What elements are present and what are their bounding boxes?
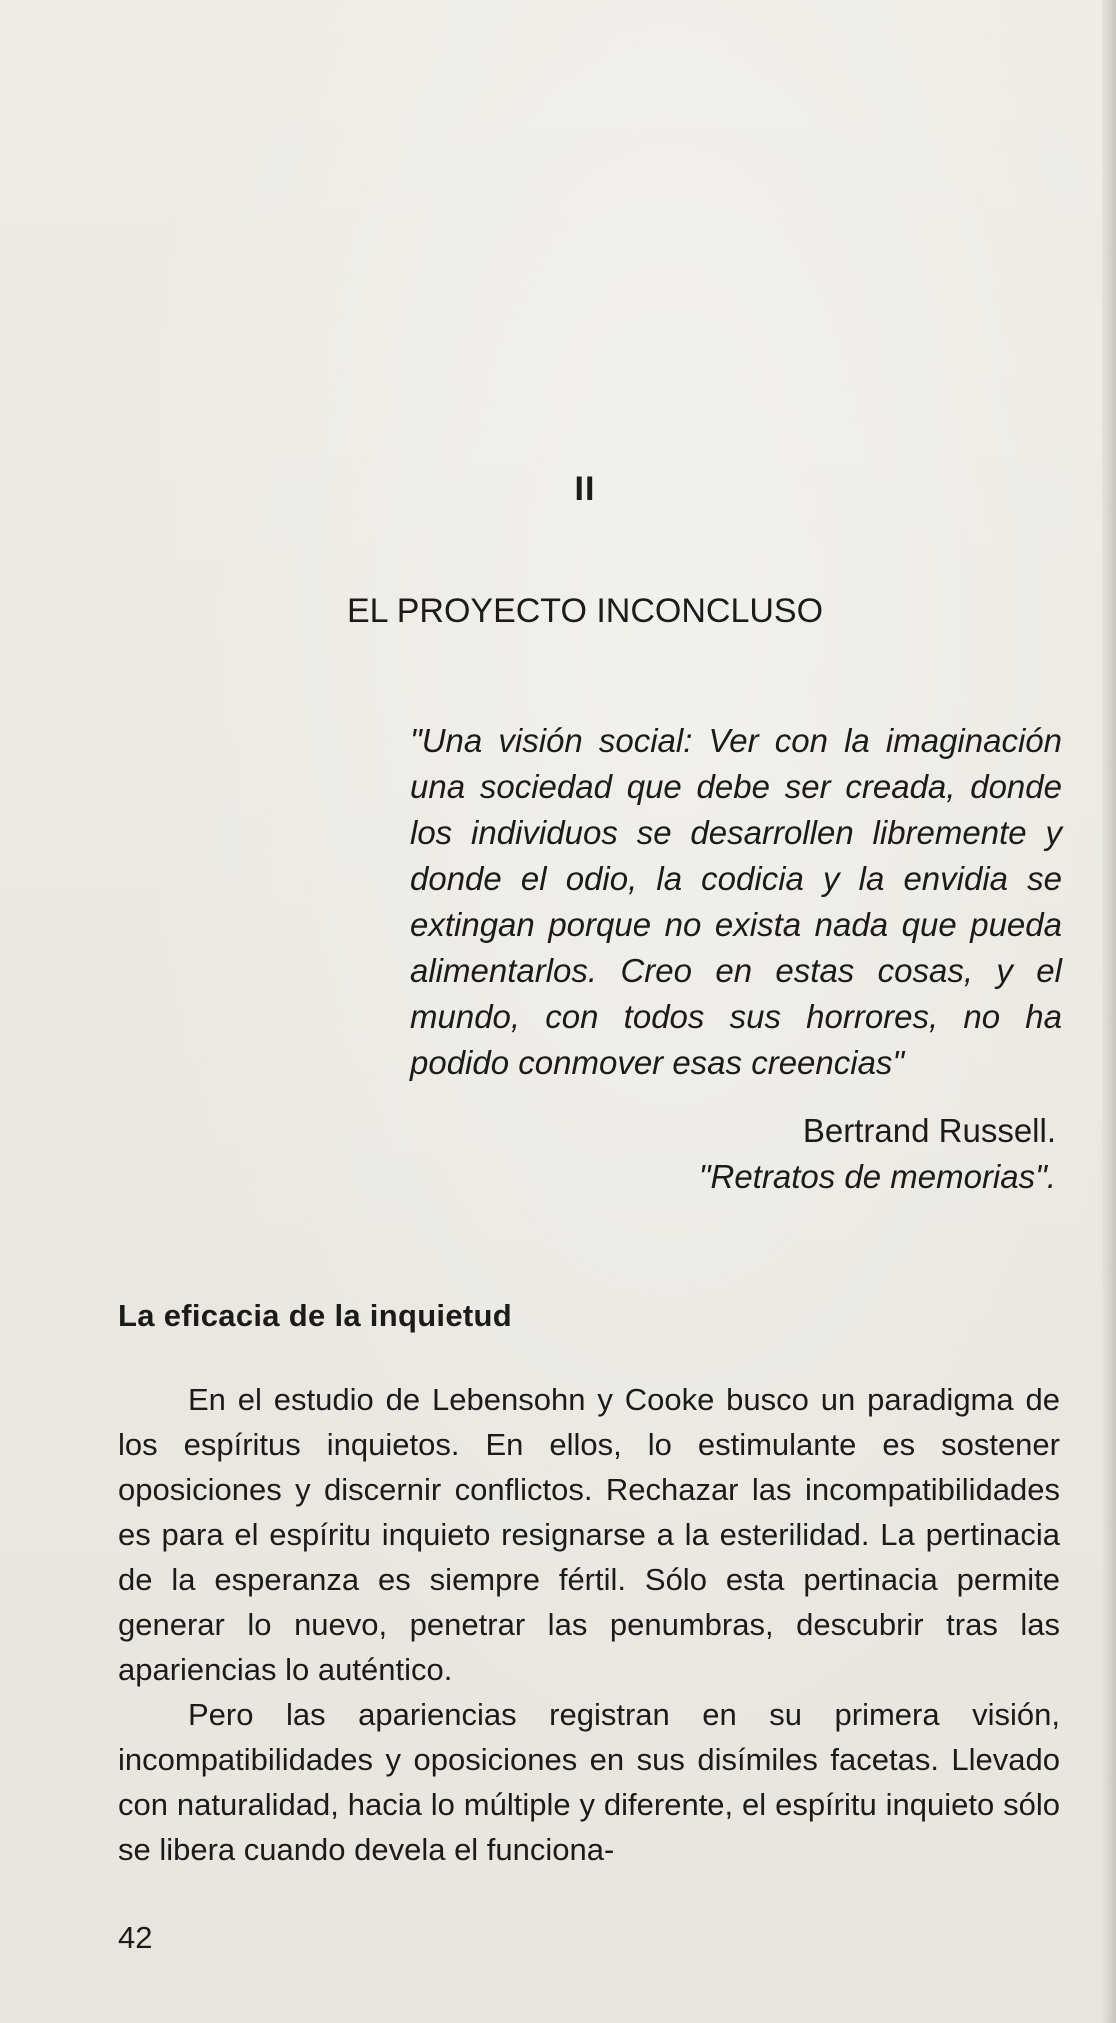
page-number: 42 bbox=[118, 1920, 153, 1955]
epigraph-quote: "Una visión social: Ver con la imaginación una sociedad que debe ser creada, donde los individuos se desarrollen libremente y donde el odio, la codicia y la envidia se extingan porque no exista nada que pueda alimentarlos. Creo en estas cosas, y el mundo, con todos sus horrores, no ha podido conmover esas creencias" bbox=[410, 722, 1062, 1081]
chapter-title: EL PROYECTO INCONCLUSO bbox=[346, 592, 824, 630]
section-heading: La eficacia de la inquietud bbox=[118, 1298, 512, 1333]
paragraph: En el estudio de Lebensohn y Cooke busco un paradigma de los espíritus inquietos. En ellos, lo estimulante es sostener oposiciones y discernir conflictos. Rechazar las incompatibilidades es para el espíritu inquieto resignarse a la esterilidad. La pertinacia de la esperanza es siempre fértil. Sólo esta pertinacia permite generar lo nuevo, penetrar las penumbras, descubrir tras las apariencias lo auténtico. bbox=[118, 1382, 1060, 1687]
body-text bbox=[118, 1377, 1060, 1872]
epigraph-author: Bertrand Russell. bbox=[802, 1112, 1056, 1149]
epigraph-attribution bbox=[456, 1108, 1056, 1200]
paragraph: Pero las apariencias registran en su primera visión, incompatibilidades y oposiciones en sus disímiles facetas. Llevado con naturalidad, hacia lo múltiple y diferente, el espíritu inquieto sólo se libera cuando devela el funciona- bbox=[118, 1697, 1060, 1867]
chapter-number: II bbox=[574, 470, 596, 508]
page-edge bbox=[1102, 0, 1116, 2023]
epigraph-work: "Retratos de memorias". bbox=[698, 1158, 1056, 1195]
